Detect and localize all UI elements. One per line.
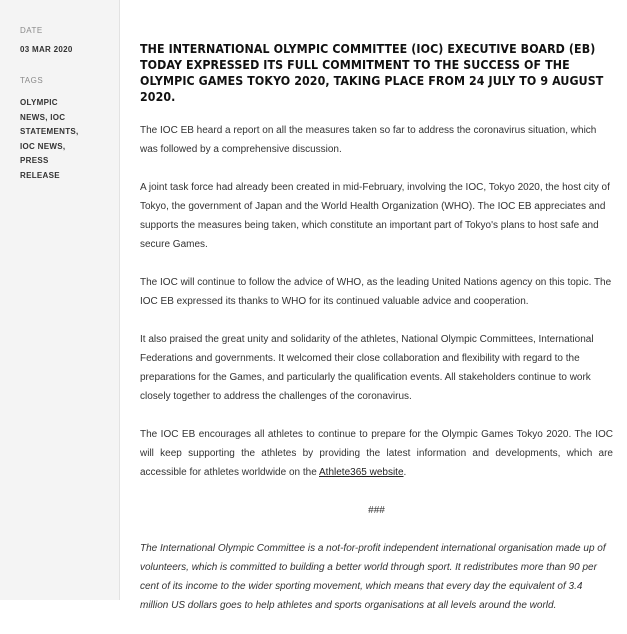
paragraph-1: The IOC EB heard a report on all the measures taken so far to address the coronavirus situation, which was followed by a comprehensive discussion. xyxy=(140,125,597,155)
about-ioc: The International Olympic Committee is a not-for-profit independent international organisation made up of volunteers, which is committed to building a better world through sport. It redistributes more than 90 per cent of its income to the wider sporting movement, which means that every day the equivalent of 3.4 million US dollars goes to help athletes and sports organisations at all levels around the world. xyxy=(140,543,606,611)
athlete365-link[interactable]: Athlete365 website xyxy=(319,467,404,478)
tag-link[interactable]: NEWS, IOC xyxy=(20,112,66,122)
paragraph-5-text: The IOC EB encourages all athletes to continue to prepare for the Olympic Games Tokyo 2020. The IOC will keep supporting the athletes by providing the latest information and developments, which are accessible for athletes worldwide on the xyxy=(140,429,613,478)
paragraph-4: It also praised the great unity and solidarity of the athletes, National Olympic Committees, International Federations and governments. It welcomed their close collaboration and flexibility with regard to the preparations for the Games, and particularly the qualification events. All stakeholders continue to work closely together to address the challenges of the coronavirus. xyxy=(140,334,594,402)
tag-link[interactable]: RELEASE xyxy=(20,170,60,180)
tag-link[interactable]: OLYMPIC xyxy=(20,98,58,107)
publish-date: 03 MAR 2020 xyxy=(20,45,73,54)
paragraph-2: A joint task force had already been created in mid-February, involving the IOC, Tokyo 2020, the host city of Tokyo, the government of Japan and the World Health Organization (WHO). The IOC EB appreciates and supports the measures being taken, which constitute an important part of Tokyo's plans to host safe and secure Games. xyxy=(140,182,610,250)
paragraph-5 xyxy=(140,425,613,482)
article-sidebar xyxy=(0,0,120,600)
separator: ### xyxy=(368,505,385,516)
paragraph-3: The IOC will continue to follow the advice of WHO, as the leading United Nations agency on this topic. The IOC EB expressed its thanks to WHO for its continued valuable advice and cooperation. xyxy=(140,277,612,307)
tag-link[interactable]: STATEMENTS, xyxy=(20,127,79,136)
article-headline: THE INTERNATIONAL OLYMPIC COMMITTEE (IOC) EXECUTIVE BOARD (EB) TODAY EXPRESSED ITS FULL COMMITMENT TO THE SUCCESS OF THE OLYMPIC GAMES TOKYO 2020, TAKING PLACE FROM 24 JULY TO 9 AUGUST 2020. xyxy=(140,42,604,104)
tag-link[interactable]: IOC NEWS, xyxy=(20,141,66,151)
date-label: DATE xyxy=(20,26,43,35)
paragraph-5-end: . xyxy=(403,467,407,478)
tag-list xyxy=(20,96,119,183)
tag-link[interactable]: PRESS xyxy=(20,156,49,165)
tags-label: TAGS xyxy=(20,76,44,85)
article-body xyxy=(140,41,613,634)
